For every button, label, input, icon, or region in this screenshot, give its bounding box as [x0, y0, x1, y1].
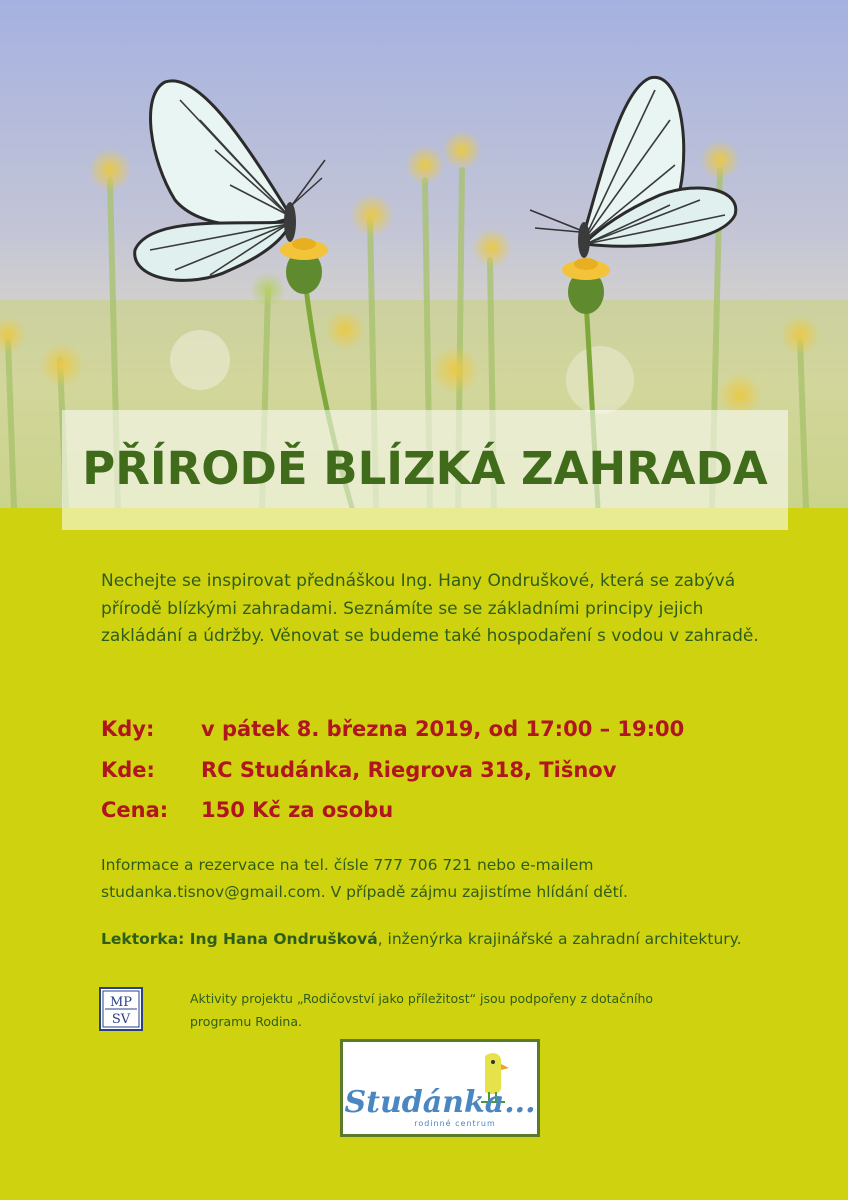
lector-description: , inženýrka krajinářské a zahradní architektury. — [377, 930, 742, 948]
contact-info — [101, 852, 781, 906]
mpsv-logo-top: MP — [109, 995, 133, 1010]
where-label: Kde: — [101, 758, 155, 782]
event-when — [101, 717, 684, 741]
mpsv-logo-graphic — [101, 989, 141, 1029]
mpsv-logo-bottom: SV — [111, 1012, 131, 1027]
price-value: 150 Kč za osobu — [201, 798, 394, 822]
mpsv-logo — [99, 987, 143, 1031]
price-label: Cena: — [101, 798, 169, 822]
when-value: v pátek 8. března 2019, od 17:00 – 19:00 — [201, 717, 685, 741]
intro-paragraph: Nechejte se inspirovat přednáškou Ing. Hany Ondruškové, která se zabývá přírodě blízkými zahradami. Seznámíte se se základními principy jejich zakládání a údržby. Věnovat se budeme také hospodaření s vodou v zahradě. — [101, 571, 759, 646]
where-value: RC Studánka, Riegrova 318, Tišnov — [201, 758, 617, 782]
when-label: Kdy: — [101, 717, 155, 741]
contact-line-1: Informace a rezervace na tel. čísle 777 706 721 nebo e-mailem — [101, 856, 594, 874]
footnote-line-1: Aktivity projektu „Rodičovství jako příležitost“ jsou podpořeny z dotačního — [190, 991, 654, 1006]
contact-line-2: studanka.tisnov@gmail.com. V případě zájmu zajistíme hlídání dětí. — [101, 883, 628, 901]
event-where — [101, 758, 616, 782]
project-footnote — [190, 987, 750, 1033]
lector-info — [101, 930, 801, 948]
studanka-logo — [340, 1039, 540, 1137]
event-price — [101, 798, 393, 822]
page-title: PŘÍRODĚ BLÍZKÁ ZAHRADA — [82, 442, 768, 495]
studanka-logo-sub: rodinné centrum — [414, 1119, 496, 1128]
lector-label: Lektorka: Ing Hana Ondrušková — [101, 930, 378, 948]
studanka-logo-name: Studánka... — [344, 1085, 536, 1120]
studanka-logo-graphic — [343, 1042, 537, 1134]
footnote-line-2: programu Rodina. — [190, 1014, 302, 1029]
